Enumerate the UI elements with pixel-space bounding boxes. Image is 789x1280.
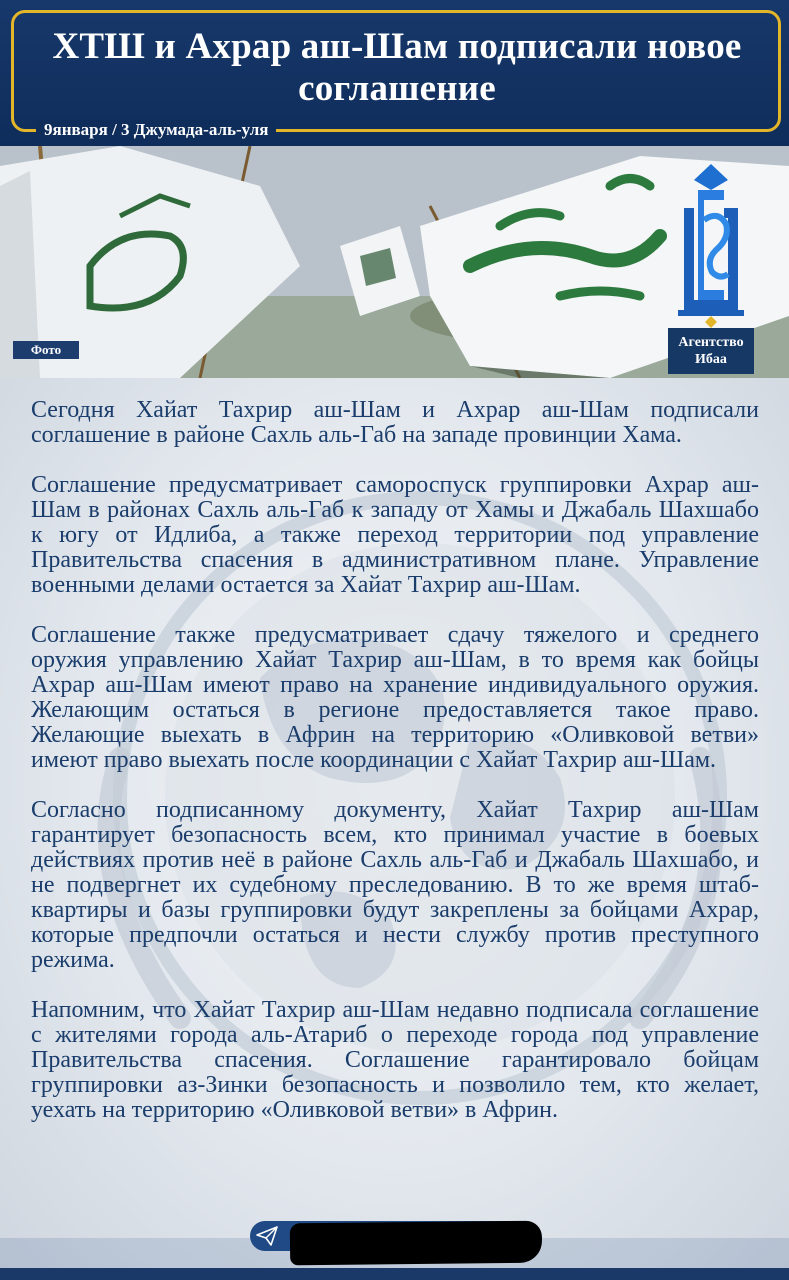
article-title: ХТШ и Ахрар аш-Шам подписали новое соглашение: [52, 26, 742, 109]
agency-label-line1: Агентство: [678, 335, 744, 350]
article-paragraph: Соглашение также предусматривает сдачу тяжелого и среднего оружия управлению Хайат Тахрир аш-Шам, в то время как бойцы Ахрар аш-Шам имеют право на хранение индивидуального оружия. Желающим остаться в регионе предоставляется такое право. Желающие выехать в Африн на территорию «Оливковой ветви» имеют право выехать после координации с Хайат Тахрир аш-Шам.: [31, 622, 759, 773]
article-paragraph: Согласно подписанному документу, Хайат Тахрир аш-Шам гарантирует безопасность всем, кто принимал участие в боевых действиях против неё в районе Сахль аль-Габ и Джабаль Шахшабо, и не подвергнет их судебному преследованию. В то же время штаб-квартиры и базы группировки будут закреплены за бойцами Ахрар, которые предпочли остаться и нести службу против преступного режима.: [31, 797, 759, 973]
article-paragraph: Напомним, что Хайат Тахрир аш-Шам недавно подписала соглашение с жителями города аль-Атариб о переходе города под управление Правительства спасения. Соглашение гарантировало бойцам группировки аз-Зинки безопасность и позволило тем, кто желает, уехать на территорию «Оливковой ветви» в Африн.: [31, 997, 759, 1123]
date-label: 9января / 3 Джумада-аль-уля: [36, 120, 276, 140]
agency-logo: [668, 160, 754, 374]
redacted-handle: [290, 1221, 542, 1266]
article-body: [31, 398, 759, 1148]
agency-label: [668, 328, 754, 374]
header-banner: [0, 0, 789, 146]
photo-tag: Фото: [13, 341, 79, 359]
article-paragraph: Соглашение предусматривает самороспуск группировки Ахрар аш-Шам в районах Сахль аль-Габ к западу от Хамы и Джабаль Шахшабо к югу от Идлиба, а также переход территории под управление Правительства спасения в административном плане. Управление военными делами остается за Хайат Тахрир аш-Шам.: [31, 472, 759, 598]
telegram-icon: [256, 1226, 278, 1246]
agency-emblem-icon: [668, 160, 754, 328]
bottom-bar: [0, 1268, 789, 1280]
article-paragraph: Сегодня Хайат Тахрир аш-Шам и Ахрар аш-Шам подписали соглашение в районе Сахль аль-Габ на западе провинции Хама.: [31, 397, 759, 448]
agency-label-line2: Ибаа: [695, 352, 727, 367]
